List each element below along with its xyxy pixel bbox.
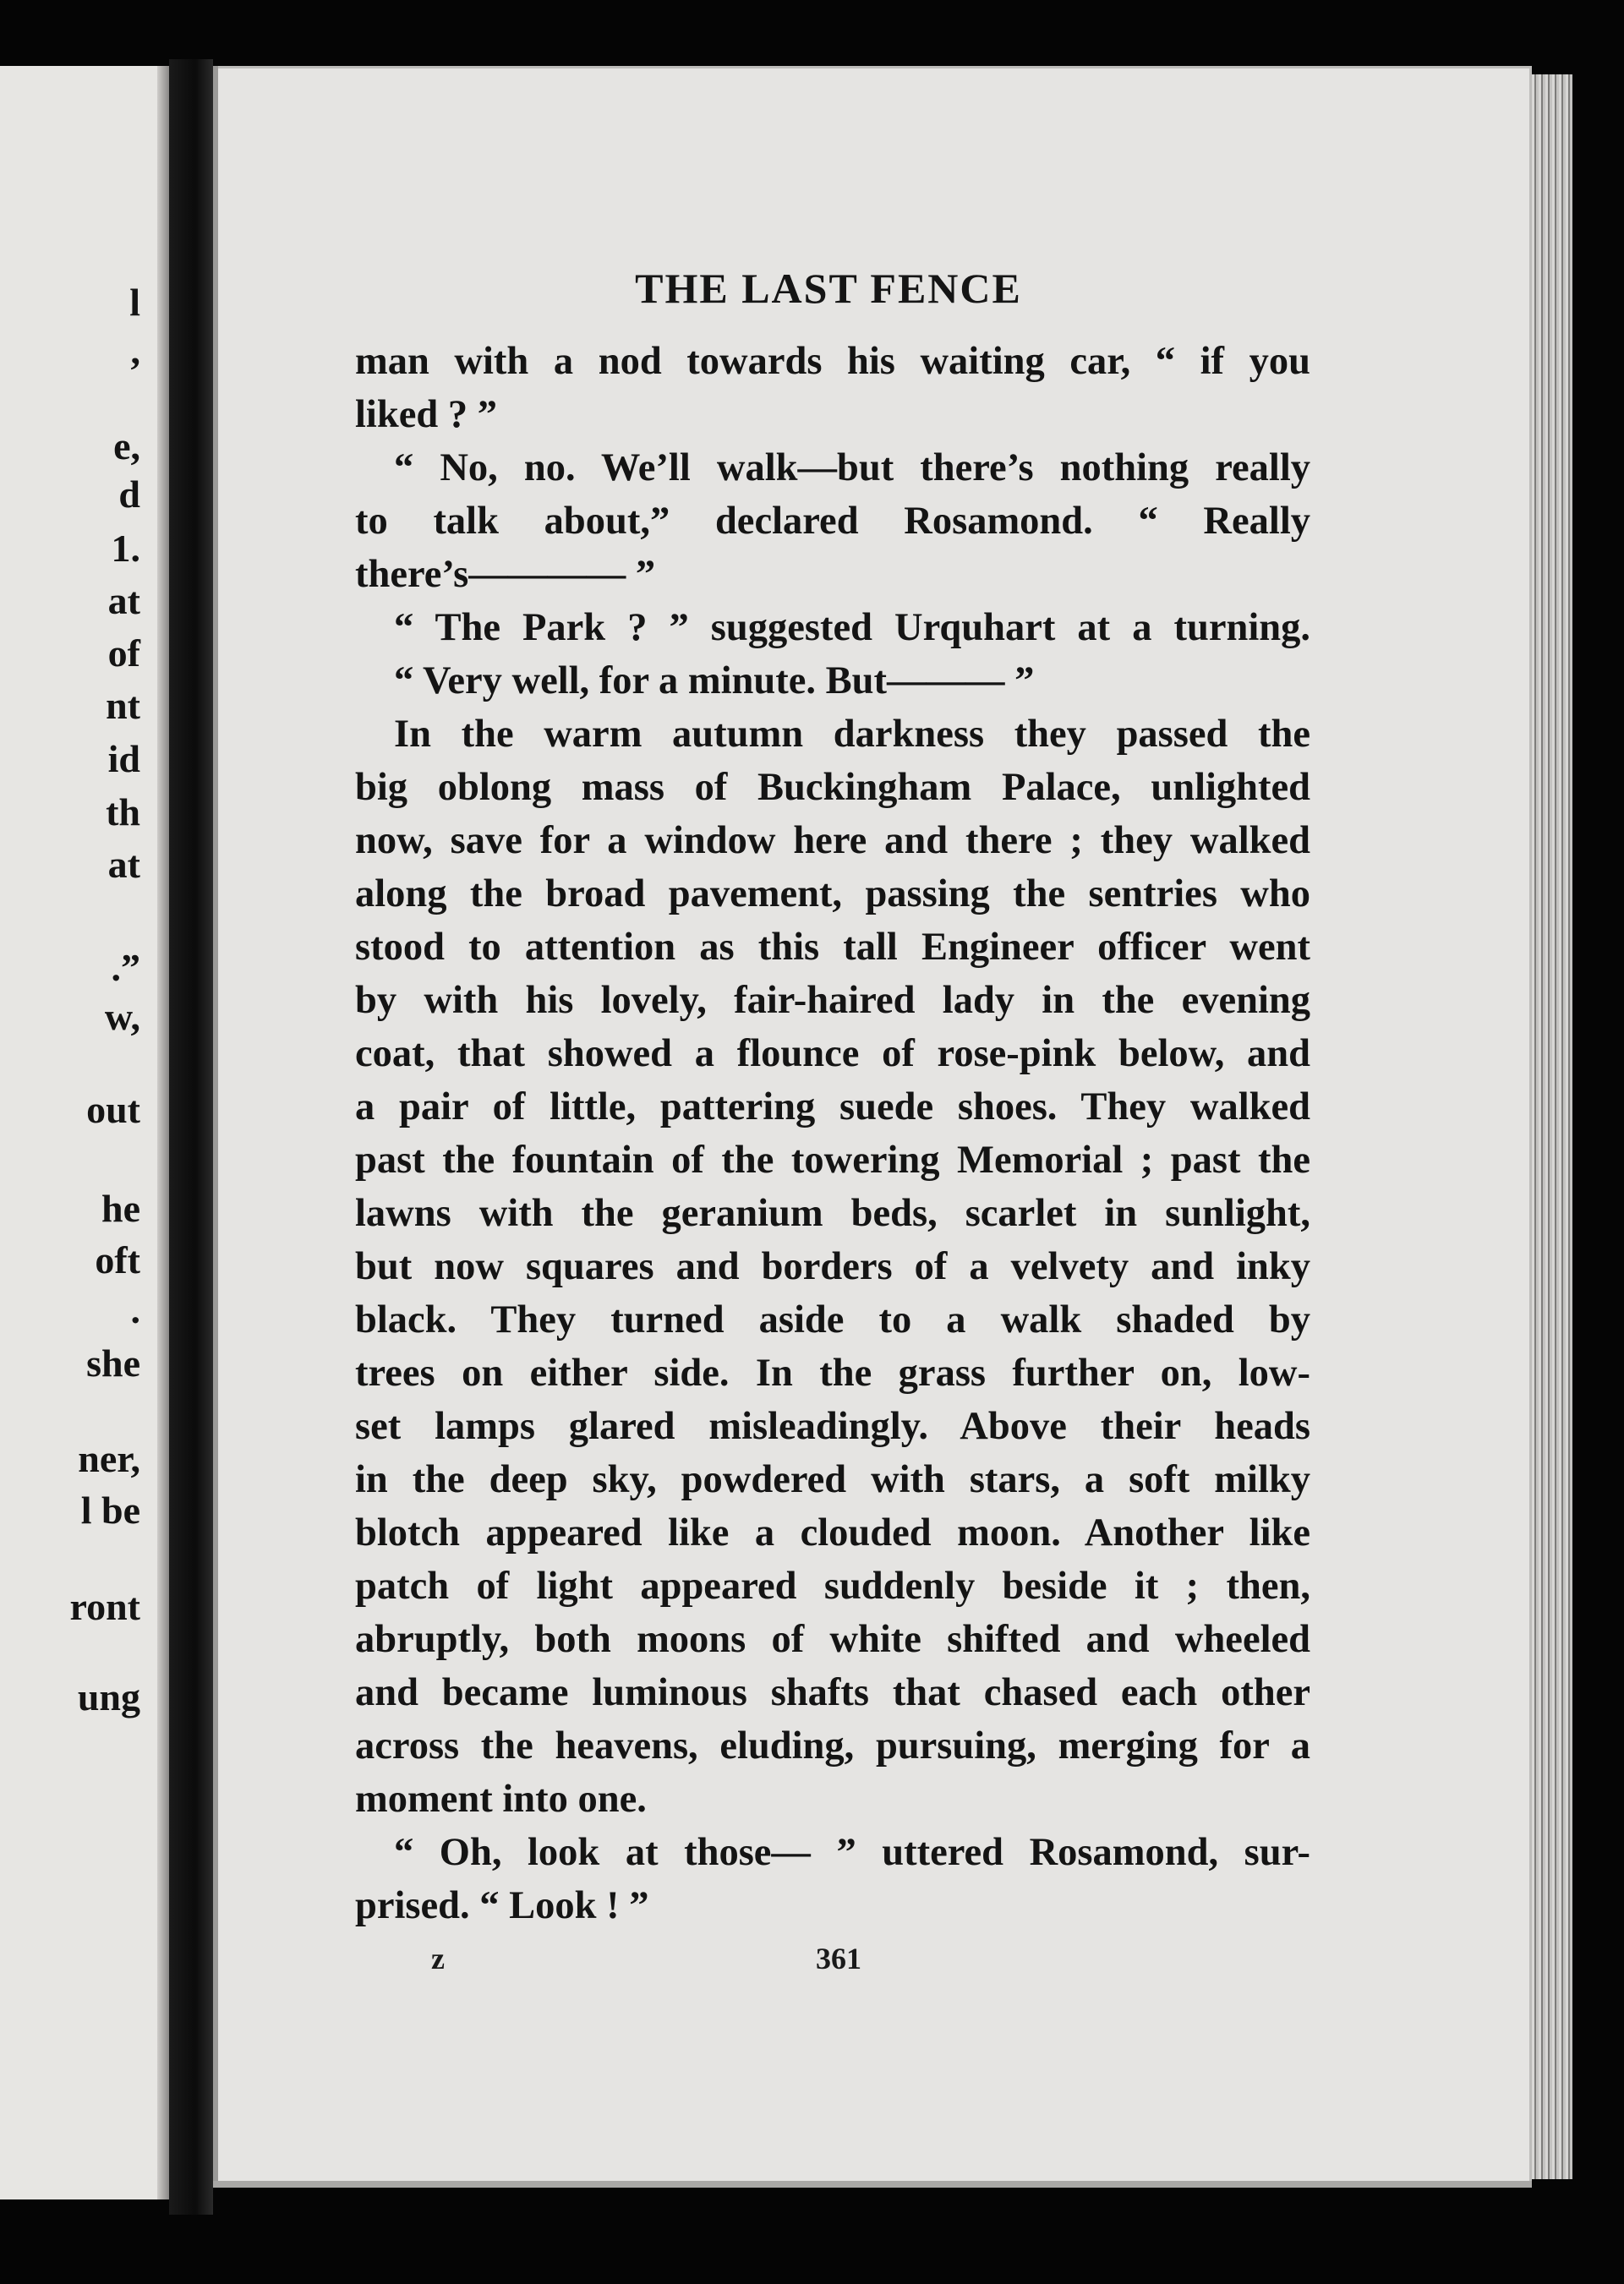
signature-mark: z <box>431 1942 445 1975</box>
facing-page-fragment: out <box>86 1088 140 1131</box>
text-line: black. They turned aside to a walk shaded by <box>355 1298 1310 1341</box>
text-line: there’s———— ” <box>355 553 656 596</box>
text-line: and became luminous shafts that chased each other <box>355 1671 1310 1714</box>
text-line: blotch appeared like a clouded moon. Another like <box>355 1511 1310 1555</box>
book-spine <box>169 59 213 2215</box>
text-line: stood to attention as this tall Engineer officer went <box>355 926 1310 969</box>
running-head: THE LAST FENCE <box>635 265 1022 312</box>
facing-page-fragment: ner, <box>78 1437 140 1480</box>
text-line: big oblong mass of Buckingham Palace, unlighted <box>355 766 1310 809</box>
text-line: set lamps glared misleadingly. Above their heads <box>355 1405 1310 1448</box>
text-line: now, save for a window here and there ; they walked <box>355 819 1310 862</box>
text-line: “ Oh, look at those— ” uttered Rosamond, sur- <box>394 1831 1310 1874</box>
text-line: past the fountain of the towering Memorial ; past the <box>355 1139 1310 1182</box>
text-line: man with a nod towards his waiting car, “ if you <box>355 340 1310 383</box>
text-line: liked ? ” <box>355 393 497 436</box>
text-line: coat, that showed a flounce of rose-pink below, and <box>355 1032 1310 1075</box>
text-line: prised. “ Look ! ” <box>355 1884 649 1927</box>
facing-page-fragment: oft <box>95 1238 140 1281</box>
text-line: by with his lovely, fair-haired lady in the evening <box>355 979 1310 1022</box>
facing-page-fragment: l <box>129 281 140 324</box>
facing-page-fragment: , <box>130 329 140 372</box>
text-line: “ The Park ? ” suggested Urquhart at a turning. <box>394 606 1310 649</box>
facing-page-fragment: of <box>107 631 140 675</box>
text-line: “ No, no. We’ll walk—but there’s nothing really <box>394 446 1310 489</box>
facing-page-fragment: w, <box>104 995 140 1038</box>
text-line: in the deep sky, powdered with stars, a soft milky <box>355 1458 1310 1501</box>
facing-page-fragment: she <box>86 1341 140 1385</box>
facing-page-fragment: at <box>107 579 140 622</box>
facing-page-fragment: d <box>118 473 140 516</box>
facing-page-fragment: . <box>130 1288 140 1331</box>
text-line: In the warm autumn darkness they passed the <box>394 713 1310 756</box>
facing-page-gutter <box>157 66 169 2199</box>
text-line: “ Very well, for a minute. But——— ” <box>394 659 1035 702</box>
facing-page-fragment: th <box>106 790 140 833</box>
text-line: but now squares and borders of a velvety and inky <box>355 1245 1310 1288</box>
facing-page-fragment: nt <box>106 684 140 727</box>
text-line: to talk about,” declared Rosamond. “ Really <box>355 500 1310 543</box>
facing-page-fragment: l be <box>80 1489 140 1532</box>
facing-page-fragment: .” <box>111 946 140 989</box>
text-line: moment into one. <box>355 1778 647 1821</box>
facing-page-fragment: ung <box>77 1675 140 1718</box>
page-bottom-edge <box>213 2181 1532 2188</box>
page-stack-edges <box>1532 74 1572 2179</box>
text-line: lawns with the geranium beds, scarlet in sunlight, <box>355 1192 1310 1235</box>
facing-page-fragment: ront <box>69 1585 140 1628</box>
text-line: trees on either side. In the grass further on, low- <box>355 1352 1310 1395</box>
text-line: a pair of little, pattering suede shoes. They walked <box>355 1085 1310 1128</box>
facing-page <box>0 66 169 2199</box>
text-line: along the broad pavement, passing the sentries who <box>355 872 1310 915</box>
facing-page-fragment: id <box>107 737 140 780</box>
text-line: across the heavens, eluding, pursuing, merging for a <box>355 1724 1310 1768</box>
facing-page-fragment: 1. <box>111 527 140 570</box>
page-body-text <box>355 335 1310 1932</box>
facing-page-fragment: he <box>101 1187 140 1230</box>
text-line: abruptly, both moons of white shifted and wheeled <box>355 1618 1310 1661</box>
facing-page-fragment: e, <box>113 424 140 467</box>
facing-page-fragment: at <box>107 843 140 886</box>
page-inner-edge <box>213 66 218 2188</box>
page-number: 361 <box>816 1942 861 1975</box>
text-line: patch of light appeared suddenly beside it ; then, <box>355 1565 1310 1608</box>
